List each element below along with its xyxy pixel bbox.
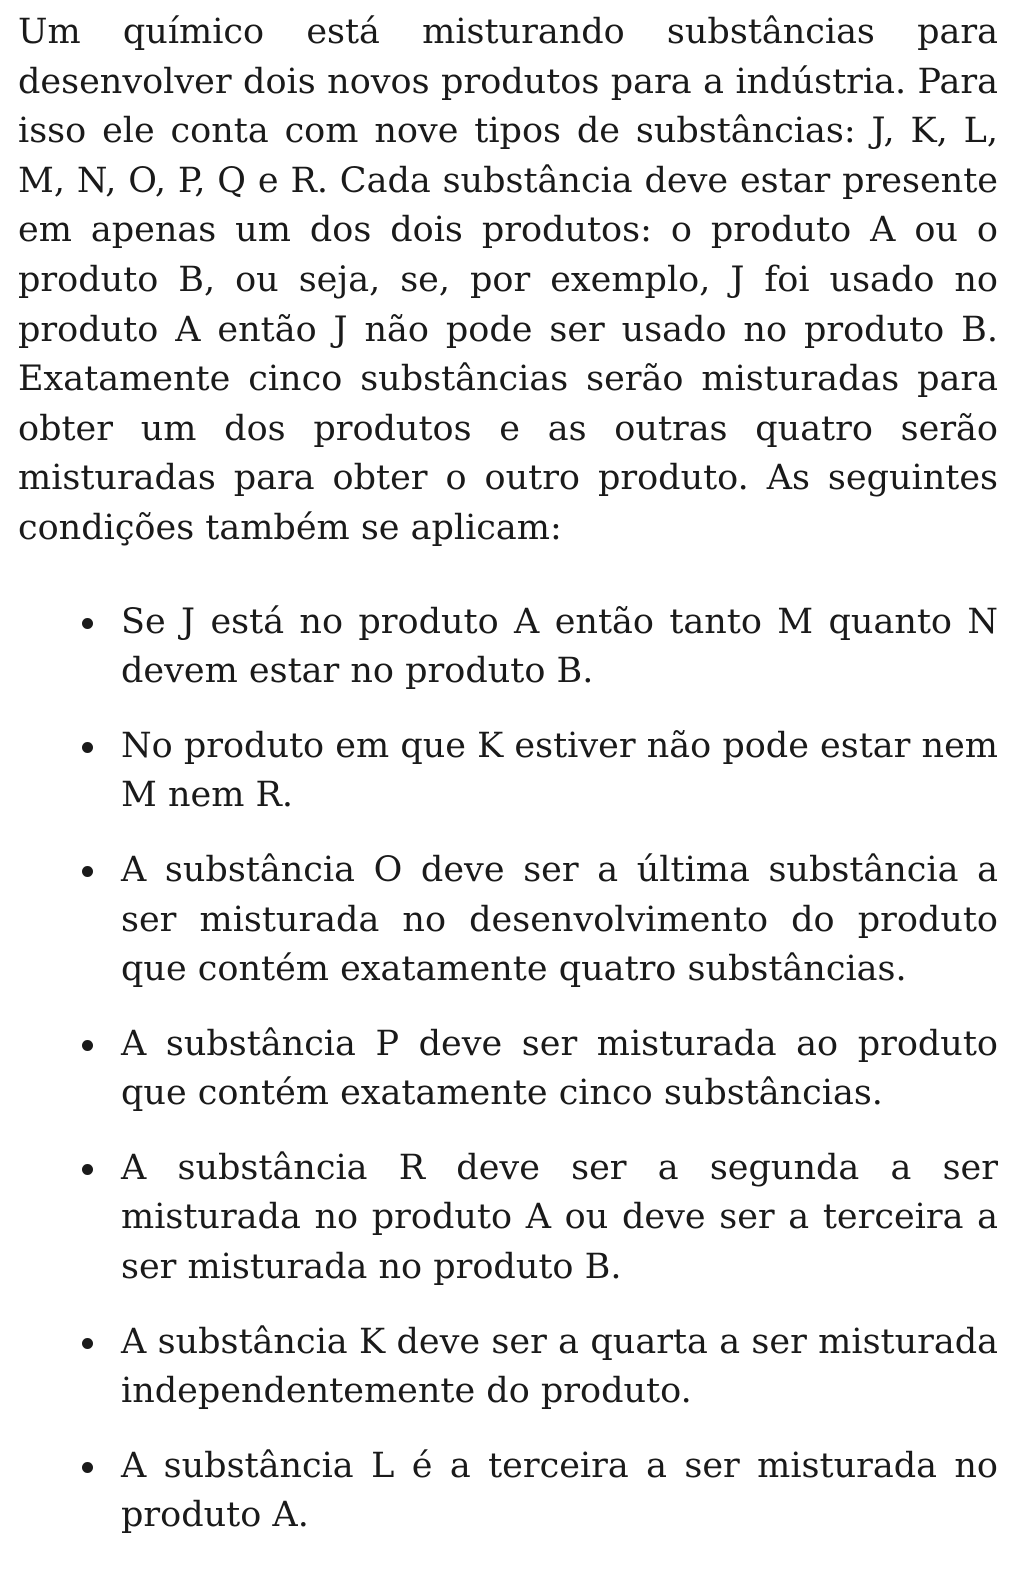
bullet-icon [82,1462,93,1473]
bullet-icon [82,866,93,877]
condition-text: No produto em que K estiver não pode estar nem M nem R. [121,725,998,816]
list-item [18,598,998,697]
intro-paragraph: Um químico está misturando substâncias para desenvolver dois novos produtos para a indústria. Para isso ele conta com nove tipos de substâncias: J, K, L, M, N, O, P, Q e R. Cada substância deve estar presente em apenas um dos dois produtos: o produto A ou o produto B, ou seja, se, por exemplo, J foi usado no produto A então J não pode ser usado no produto B. Exatamente cinco substâncias serão misturadas para obter um dos produtos e as outras quatro serão misturadas para obter o outro produto. As seguintes condições também se aplicam: [18,12,998,548]
conditions-list [18,598,998,1542]
condition-text: A substância L é a terceira a ser misturada no produto A. [121,1445,998,1536]
condition-text: A substância P deve ser misturada ao produto que contém exatamente cinco substâncias. [121,1023,998,1114]
bullet-icon [82,1040,93,1051]
list-item [18,1318,998,1417]
bullet-icon [82,618,93,629]
list-item [18,846,998,995]
list-item [18,1144,998,1293]
bullet-icon [82,1338,93,1349]
condition-text: A substância R deve ser a segunda a ser misturada no produto A ou deve ser a terceira a ser misturada no produto B. [121,1147,998,1288]
list-item [18,1442,998,1541]
bullet-icon [82,742,93,753]
condition-text: Se J está no produto A então tanto M quanto N devem estar no produto B. [121,601,998,692]
condition-text: A substância K deve ser a quarta a ser misturada independentemente do produto. [121,1321,998,1412]
bullet-icon [82,1164,93,1175]
document-page [18,8,998,1566]
list-item [18,722,998,821]
condition-text: A substância O deve ser a última substância a ser misturada no desenvolvimento do produto que contém exatamente quatro substâncias. [121,849,998,990]
list-item [18,1020,998,1119]
